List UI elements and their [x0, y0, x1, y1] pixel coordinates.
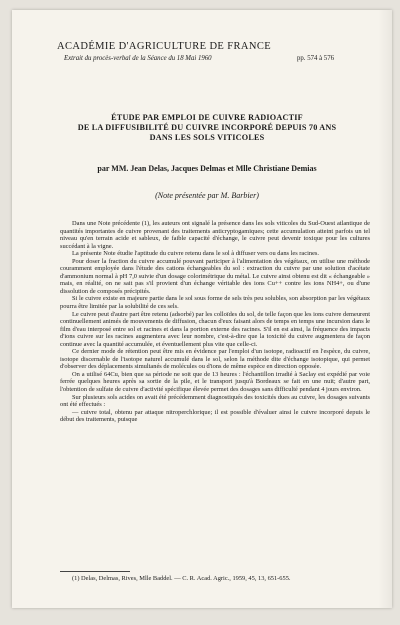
- paragraph: — cuivre total, obtenu par attaque nitroperchlorique; il est possible d'évaluer ainsi le cuivre incorporé depuis le début des traitements, puisque: [60, 408, 370, 424]
- paragraph: Ce dernier mode de rétention peut être mis en évidence par l'emploi d'un isotope, radioactif en l'espèce, du cuivre, isotope discernable de l'isotope naturel accumulé dans le sol, selon la méthode dite d'échange isotopique, qui permet d'observer des déplacements simultanés de molécules ou d'ions de même espèce en direction opposée.: [60, 348, 370, 371]
- paragraph: On a utilisé 64Cu, bien que sa période ne soit que de 13 heures : l'échantillon irradié à Saclay est expédié par voie ferrée quelques heures après sa sortie de la pile, et le transport jusqu'à Bordeaux se fait en une nuit; d'autre part, l'obtention de sulfate de cuivre d'activité spécifique élevée permet des dosages sans difficulté pendant 4 jours environ.: [60, 370, 370, 394]
- authors-line: par MM. Jean Delas, Jacques Delmas et Mlle Christiane Demias: [97, 164, 317, 173]
- article-body: [60, 220, 370, 424]
- document-page: [12, 10, 392, 608]
- footnote: [60, 575, 370, 583]
- paragraph: Pour doser la fraction du cuivre accumulé pouvant participer à l'alimentation des végétaux, on utilise une méthode couramment employée dans l'étude des cations échangeables du sol : extraction du cuivre par une solution d'acétate d'ammonium normal à pH 7,0 suivie d'un dosage colorimétrique du métal. Le cuivre ainsi obtenu est dit « échangeable » mais, en réalité, on ne sait pas s'il provient d'un échange véritable des ions Cu++ contre les ions NH4+, ou d'une dissolution de composés précipités.: [60, 257, 370, 295]
- paragraph: Si le cuivre existe en majeure partie dans le sol sous forme de sels très peu solubles, son absorption par les végétaux pourra être limitée par la solubilité de ces sels.: [60, 295, 370, 311]
- extract-line: Extrait du procès-verbal de la Séance du 18 Mai 1960: [64, 55, 212, 62]
- paragraph: Sur plusieurs sols acides on avait été précédemment diagnostiqués des toxicités dues au cuivre, les dosages suivants ont été effectués :: [60, 393, 370, 409]
- paper-shading: [378, 10, 392, 608]
- title-line-1: ÉTUDE PAR EMPLOI DE CUIVRE RADIOACTIF: [111, 113, 303, 122]
- presented-by-note: (Note présentée par M. Barbier): [155, 191, 259, 200]
- paragraph: Le cuivre peut d'autre part être retenu (adsorbé) par les colloïdes du sol, de telle façon que les ions cuivre demeurent continuellement animés de mouvements de diffusion, chacun d'eux faisant alors de temps en temps une incursion dans le film d'eau interposé entre sol et racines et dans la portion externe des racines. S'il en est ainsi, la fréquence des impacts d'ions cuivre sur les racines augmentera avec leur nombre, c'est-à-dire que la toxicité du cuivre augmentera de façon continue avec la quantité accumulée, et éventuellement plus vite que celle-ci.: [60, 310, 370, 348]
- footnote-rule: [60, 571, 130, 572]
- academy-header: ACADÉMIE D'AGRICULTURE DE FRANCE: [57, 41, 272, 52]
- paragraph: Dans une Note précédente (1), les auteurs ont signalé la présence dans les sols viticoles du Sud-Ouest atlantique de quantités importantes de cuivre provenant des traitements anticryptogamiques; cette accumulation atteint parfois un tel niveau qu'en terrain acide et sableux, de faible capacité d'échange, le cuivre peut devenir toxique pour les cultures succédant à la vigne.: [60, 220, 370, 250]
- page-range: pp. 574 à 576: [297, 55, 335, 62]
- title-line-3: DANS LES SOLS VITICOLES: [149, 133, 265, 143]
- title-line-2: DE LA DIFFUSIBILITÉ DU CUIVRE INCORPORÉ DEPUIS 70 ANS: [77, 123, 337, 133]
- article-title: [42, 113, 372, 144]
- paragraph: La présente Note étudie l'aptitude du cuivre retenu dans le sol à diffuser vers ou dans les racines.: [72, 250, 319, 258]
- footnote-text: (1) Delas, Delmas, Rives, Mlle Baddel. — C. R. Acad. Agric., 1959, 45, 13, 651-655.: [72, 575, 291, 582]
